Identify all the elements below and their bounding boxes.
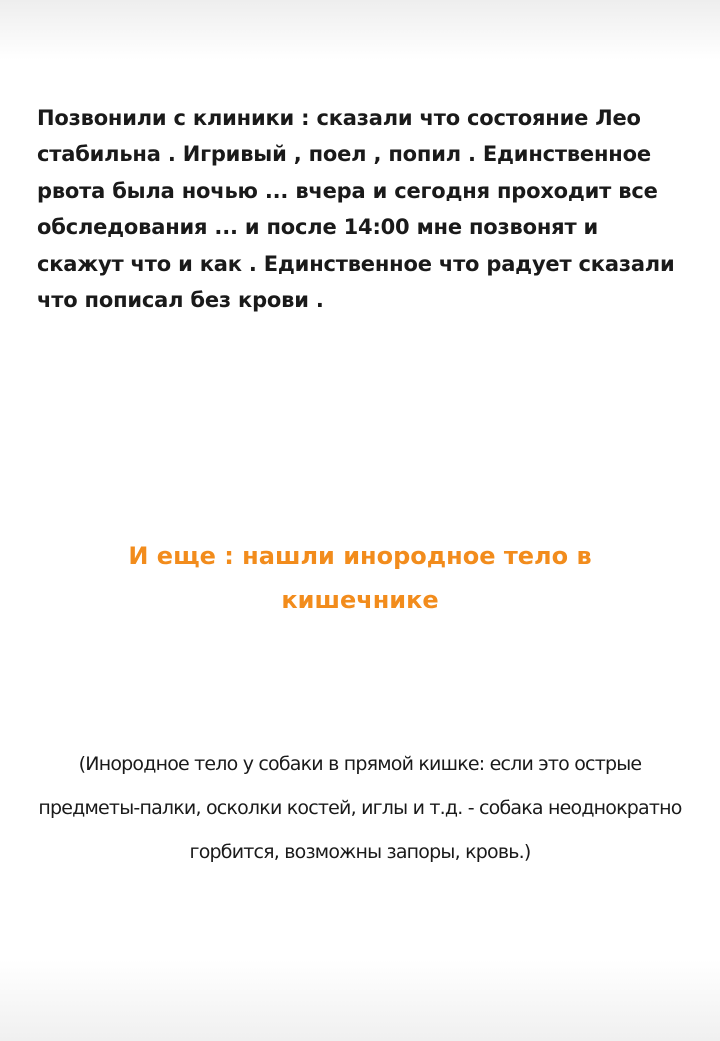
story-status-text: Позвонили с клиники : сказали что состояние Лео стабильна . Игривый , поел , попил . Единственное рвота была ночью ... вчера и сегодня проходит все обследования ... и после 14:00 мне позвонят и скажут что и как . Единственное что радует сказали что пописал без крови .: [37, 106, 675, 313]
story-note-text: (Инородное тело у собаки в прямой кишке: если это острые предметы-палки, осколки костей, иглы и т.д. - собака неоднократно горбится, возможны запоры, кровь.): [38, 753, 682, 863]
story-highlight-text: И еще : нашли инородное тело в кишечнике: [128, 542, 592, 614]
